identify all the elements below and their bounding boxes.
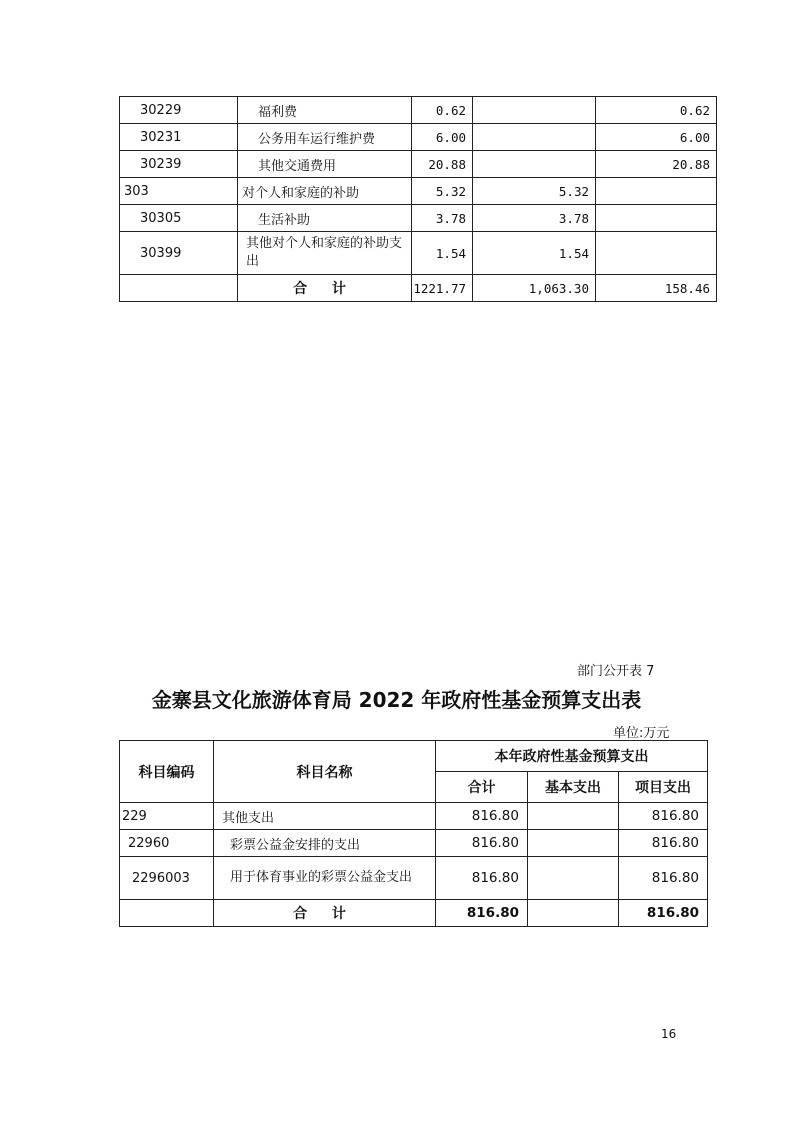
total-amount: 816.80 [436, 830, 528, 857]
header-group: 本年政府性基金预算支出 [436, 741, 708, 772]
subject-code: 30229 [120, 97, 238, 124]
basic-amount [473, 124, 596, 151]
project-amount: 816.80 [619, 803, 708, 830]
project-amount: 6.00 [596, 124, 717, 151]
empty-cell [120, 275, 238, 302]
budget-table-continued [119, 96, 717, 302]
table-row [120, 151, 717, 178]
table-row [120, 232, 717, 275]
subject-code: 30239 [120, 151, 238, 178]
project-amount: 20.88 [596, 151, 717, 178]
table-row [120, 830, 708, 857]
total-amount: 1221.77 [412, 275, 473, 302]
project-amount: 816.80 [619, 857, 708, 900]
total-amount: 0.62 [412, 97, 473, 124]
unit-label: 单位:万元 [613, 726, 670, 741]
subject-name: 公务用车运行维护费 [238, 124, 412, 151]
total-row [120, 900, 708, 927]
subject-name: 福利费 [238, 97, 412, 124]
subject-code: 30231 [120, 124, 238, 151]
table-row [120, 97, 717, 124]
project-amount [596, 232, 717, 275]
total-amount: 1.54 [412, 232, 473, 275]
basic-amount: 5.32 [473, 178, 596, 205]
project-amount: 816.80 [619, 900, 708, 927]
subject-name: 其他对个人和家庭的补助支出 [238, 232, 412, 275]
basic-amount [528, 803, 619, 830]
subject-name: 其他支出 [214, 803, 436, 830]
subject-code: 22960 [120, 830, 214, 857]
basic-amount [528, 900, 619, 927]
project-amount: 816.80 [619, 830, 708, 857]
subject-name: 用于体育事业的彩票公益金支出 [214, 857, 436, 900]
basic-amount [473, 97, 596, 124]
subject-code: 2296003 [120, 857, 214, 900]
table-row [120, 124, 717, 151]
subject-name: 其他交通费用 [238, 151, 412, 178]
header-row [120, 741, 708, 772]
header-subject-name: 科目名称 [214, 741, 436, 803]
header-project: 项目支出 [619, 772, 708, 803]
header-subject-code: 科目编码 [120, 741, 214, 803]
fund-expenditure-table [119, 740, 708, 927]
basic-amount [528, 857, 619, 900]
table-row [120, 857, 708, 900]
page-title: 金寨县文化旅游体育局 2022 年政府性基金预算支出表 [151, 688, 642, 712]
total-label: 合 计 [214, 900, 436, 927]
total-label: 合 计 [238, 275, 412, 302]
table-row [120, 803, 708, 830]
table-row [120, 205, 717, 232]
total-amount: 816.80 [436, 900, 528, 927]
total-amount: 3.78 [412, 205, 473, 232]
basic-amount: 1,063.30 [473, 275, 596, 302]
header-total: 合计 [436, 772, 528, 803]
basic-amount: 1.54 [473, 232, 596, 275]
empty-cell [120, 900, 214, 927]
subject-name: 生活补助 [238, 205, 412, 232]
basic-amount: 3.78 [473, 205, 596, 232]
header-basic: 基本支出 [528, 772, 619, 803]
total-amount: 816.80 [436, 857, 528, 900]
table-row [120, 178, 717, 205]
total-row [120, 275, 717, 302]
basic-amount [473, 151, 596, 178]
basic-amount [528, 830, 619, 857]
project-amount [596, 178, 717, 205]
project-amount: 158.46 [596, 275, 717, 302]
page-number: 16 [661, 1027, 677, 1041]
subject-code: 30399 [120, 232, 238, 275]
project-amount [596, 205, 717, 232]
table-number: 部门公开表 7 [577, 664, 655, 679]
subject-code: 229 [120, 803, 214, 830]
project-amount: 0.62 [596, 97, 717, 124]
total-amount: 5.32 [412, 178, 473, 205]
subject-name: 对个人和家庭的补助 [238, 178, 412, 205]
total-amount: 816.80 [436, 803, 528, 830]
total-amount: 20.88 [412, 151, 473, 178]
total-amount: 6.00 [412, 124, 473, 151]
subject-code: 30305 [120, 205, 238, 232]
subject-code: 303 [120, 178, 238, 205]
subject-name: 彩票公益金安排的支出 [214, 830, 436, 857]
